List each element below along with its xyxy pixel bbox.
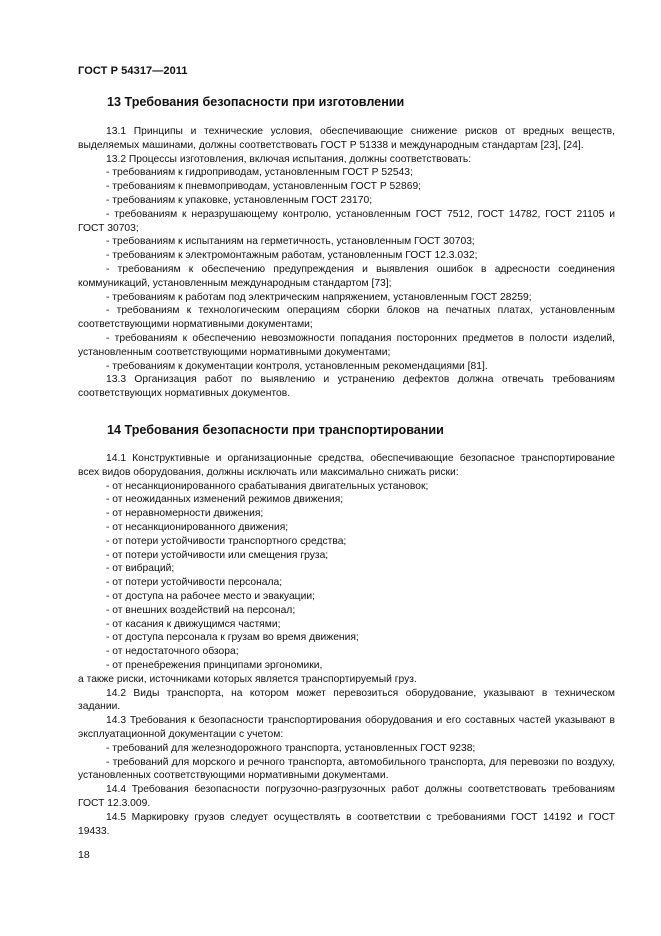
list-item: - требований для морского и речного транспорта, автомобильного транспорта, для перевозки по воздуху, установленных соответствующими нормативными документами. <box>78 756 615 782</box>
risk-item: - от потери устойчивости или смещения груза; <box>106 549 329 561</box>
clause-14-5: 14.5 Маркировку грузов следует осуществлять в соответствии с требованиями ГОСТ 14192 и ГОСТ 19433. <box>78 811 615 837</box>
clause-13-1: 13.1 Принципы и технические условия, обеспечивающие снижение рисков от вредных веществ, выделяемых машинами, должны соответствовать ГОСТ Р 51338 и международным стандартам [23], [24]. <box>78 126 615 151</box>
risk-item: - от несанкционированного срабатывания двигательных установок; <box>106 480 429 492</box>
list-item: - требованиям к гидроприводам, установленным ГОСТ Р 52543; <box>106 167 413 179</box>
section-14-title: 14 Требования безопасности при транспортировании <box>107 423 444 437</box>
list-item: - требований для железнодорожного транспорта, установленных ГОСТ 9238; <box>106 742 476 754</box>
section-13-title: 13 Требования безопасности при изготовлении <box>107 95 405 109</box>
risk-item: - от неожиданных изменений режимов движения; <box>106 494 344 506</box>
list-item: - требованиям к упаковке, установленным ГОСТ 23170; <box>106 194 373 206</box>
list-item: - требованиям к неразрушающему контролю, установленным ГОСТ 7512, ГОСТ 14782, ГОСТ 21105 и ГОСТ 30703; <box>78 208 615 234</box>
risk-item: - от вибраций; <box>106 563 175 575</box>
risk-item: - от доступа на рабочее место и эвакуации; <box>106 590 315 602</box>
page-number: 18 <box>78 849 90 861</box>
list-item: - требованиям к пневмоприводам, установленным ГОСТ Р 52869; <box>106 181 422 193</box>
section-13-body <box>78 125 615 401</box>
clause-14-4: 14.4 Требования безопасности погрузочно-разгрузочных работ должны соответствовать требованиям ГОСТ 12.3.009. <box>78 784 615 809</box>
list-item: - требованиям к испытаниям на герметичность, установленным ГОСТ 30703; <box>106 236 475 248</box>
risk-item: - от внешних воздействий на персонал; <box>106 604 296 616</box>
clause-14-2: 14.2 Виды транспорта, на котором может перевозиться оборудование, указывают в техническом задании. <box>78 687 615 713</box>
list-item: - требованиям к обеспечению невозможности попадания посторонних предметов в полости изделий, установленным соответствующими нормативными документами; <box>78 332 615 358</box>
standard-designation: ГОСТ Р 54317—2011 <box>78 65 188 77</box>
risk-item: - от касания к движущимся частями; <box>106 618 281 630</box>
risks-tail: а также риски, источниками которых является транспортируемый груз. <box>78 673 417 685</box>
list-item: - требованиям к работам под электрическим напряжением, установленным ГОСТ 28259; <box>106 291 532 303</box>
clause-14-1: 14.1 Конструктивные и организационные средства, обеспечивающие безопасное транспортирование всех видов оборудования, должны исключать или максимально снижать риски: <box>78 453 615 478</box>
risk-item: - от неравномерности движения; <box>106 508 264 520</box>
list-item: - требованиям к технологическим операциям сборки блоков на печатных платах, установленным соответствующими нормативными документами; <box>78 305 615 331</box>
risk-item: - от недостаточного обзора; <box>106 646 239 658</box>
risk-item: - от потери устойчивости транспортного средства; <box>106 535 347 547</box>
clause-13-2: 13.2 Процессы изготовления, включая испытания, должны соответствовать: <box>106 153 472 165</box>
clause-14-3: 14.3 Требования к безопасности транспортирования оборудования и его составных частей указывают в эксплуатационной документации с учетом: <box>78 715 615 740</box>
risk-item: - от несанкционированного движения; <box>106 521 289 533</box>
list-item: - требованиям к документации контроля, установленным рекомендациями [81]. <box>106 360 488 372</box>
section-14-body <box>78 452 615 838</box>
risk-item: - от доступа персонала к грузам во время движения; <box>106 632 359 644</box>
risk-item: - от потери устойчивости персонала; <box>106 577 283 589</box>
list-item: - требованиям к электромонтажным работам, установленным ГОСТ 12.3.032; <box>106 250 478 262</box>
clause-13-3: 13.3 Организация работ по выявлению и устранению дефектов должна отвечать требованиям соответствующих нормативных документов. <box>78 374 615 400</box>
list-item: - требованиям к обеспечению предупреждения и выявления ошибок в адресности соединения коммуникаций, установленным международным стандартом [73]; <box>78 263 615 289</box>
risk-item: - от пренебрежения принципами эргономики, <box>106 659 323 671</box>
